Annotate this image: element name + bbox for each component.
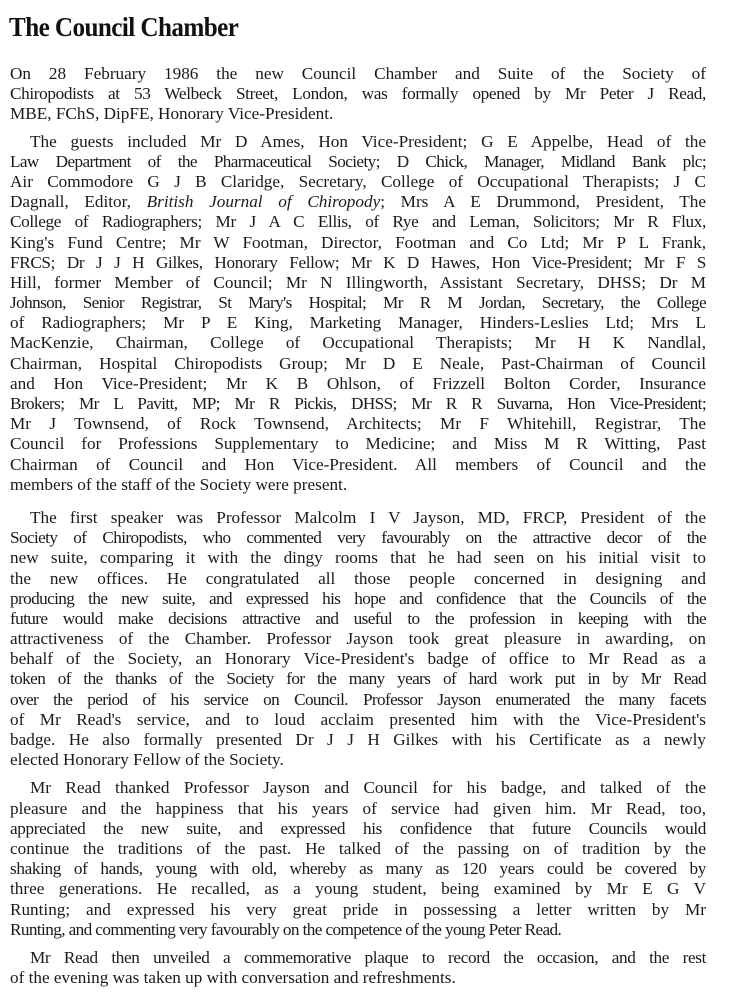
text-line: Hill, former Member of Council; Mr N Illingworth, Assistant Secretary, DHSS; Dr M <box>10 272 706 292</box>
text-line: new suite, comparing it with the dingy rooms that he had seen on his initial visit to <box>10 548 706 568</box>
text-line: three generations. He recalled, as a young student, being examined by Mr E G V <box>10 879 706 899</box>
text-line: and Hon Vice-President; Mr K B Ohlson, of Frizzell Bolton Corder, Insurance <box>10 373 706 393</box>
text-line: Runting; and expressed his very great pride in possessing a letter written by Mr <box>10 899 706 919</box>
text-line: appreciated the new suite, and expressed his confidence that future Councils would <box>10 818 706 838</box>
text-line: Runting, and commenting very favourably on the competence of the young Peter Read. <box>10 919 562 939</box>
paragraph-mr-read-response <box>10 778 706 940</box>
text-line: behalf of the Society, an Honorary Vice-President's badge of office to Mr Read as a <box>10 649 706 669</box>
text-line: Chairman, Hospital Chiropodists Group; Mr D E Neale, Past-Chairman of Council <box>10 353 706 373</box>
text-line: shaking of hands, young with old, whereby as many as 120 years could be covered by <box>10 859 706 879</box>
page-title: The Council Chamber <box>9 12 239 42</box>
paragraph-guests <box>10 132 706 495</box>
text-line: of the evening was taken up with conversation and refreshments. <box>10 968 456 988</box>
text-line: pleasure and the happiness that his years of service had given him. Mr Read, too, <box>10 798 706 818</box>
journal-title-italic: British Journal of Chiropody <box>146 192 381 212</box>
text-line: Chiropodists at 53 Welbeck Street, London, was formally opened by Mr Peter J Read, <box>10 84 706 104</box>
text-line: Council for Professions Supplementary to Medicine; and Miss M R Witting, Past <box>10 434 706 454</box>
text-line: Mr Read thanked Professor Jayson and Council for his badge, and talked of the <box>30 778 706 798</box>
text-line: The first speaker was Professor Malcolm I V Jayson, MD, FRCP, President of the <box>30 507 706 527</box>
text-line: members of the staff of the Society were present. <box>10 474 348 494</box>
text-line: On 28 February 1986 the new Council Chamber and Suite of the Society of <box>10 64 706 83</box>
text-line: of Mr Read's service, and to loud acclaim presented him with the Vice-President's <box>10 709 706 729</box>
text-line: continue the traditions of the past. He talked of the passing on of tradition by the <box>10 838 706 858</box>
text-line: MBE, FChS, DipFE, Honorary Vice-President. <box>10 104 334 124</box>
text-segment: ; Mrs A E Drummond, President, The <box>380 192 706 212</box>
text-line: badge. He also formally presented Dr J J H Gilkes with his Certificate as a newly <box>10 730 706 749</box>
paragraph-first-speaker <box>10 508 706 770</box>
text-line: College of Radiographers; Mr J A C Ellis, of Rye and Leman, Solicitors; Mr R Flux, <box>10 212 706 232</box>
text-line: MacKenzie, Chairman, College of Occupational Therapists; Mr H K Nandlal, <box>10 333 706 353</box>
text-line: FRCS; Dr J J H Gilkes, Honorary Fellow; Mr K D Hawes, Hon Vice-President; Mr F S <box>10 252 706 272</box>
paragraph-closing <box>10 948 706 988</box>
text-line: elected Honorary Fellow of the Society. <box>10 750 284 770</box>
text-line: Air Commodore G J B Claridge, Secretary, College of Occupational Therapists; J C <box>10 171 706 191</box>
text-line: the new offices. He congratulated all those people concerned in designing and <box>10 568 706 588</box>
text-line: King's Fund Centre; Mr W Footman, Director, Footman and Co Ltd; Mr P L Frank, <box>10 232 706 252</box>
text-line: of Radiographers; Mr P E King, Marketing Manager, Hinders-Leslies Ltd; Mrs L <box>10 313 706 333</box>
text-line: Brokers; Mr L Pavitt, MP; Mr R Pickis, DHSS; Mr R R Suvarna, Hon Vice-President; <box>10 394 706 413</box>
text-line: Johnson, Senior Registrar, St Mary's Hospital; Mr R M Jordan, Secretary, the College <box>10 293 706 313</box>
text-line: Law Department of the Pharmaceutical Society; D Chick, Manager, Midland Bank plc; <box>10 151 706 171</box>
text-line: producing the new suite, and expressed his hope and confidence that the Councils of the <box>10 588 706 608</box>
text-line: token of the thanks of the Society for the many years of hard work put in by Mr Read <box>10 669 706 689</box>
article-body <box>10 64 706 988</box>
text-line: Mr Read then unveiled a commemorative plaque to record the occasion, and the rest <box>30 947 706 967</box>
text-line: Mr J Townsend, of Rock Townsend, Architects; Mr F Whitehill, Registrar, The <box>10 414 706 434</box>
text-segment: Dagnall, Editor, <box>10 192 147 212</box>
paragraph-opening <box>10 64 706 125</box>
text-line: The guests included Mr D Ames, Hon Vice-President; G E Appelbe, Head of the <box>30 131 706 151</box>
text-line-with-italic <box>10 192 706 212</box>
text-line: over the period of his service on Council. Professor Jayson enumerated the many facets <box>10 689 706 709</box>
text-line: Chairman of Council and Hon Vice-President. All members of Council and the <box>10 454 706 474</box>
text-line: future would make decisions attractive and useful to the profession in keeping with the <box>10 608 706 628</box>
text-line: attractiveness of the Chamber. Professor Jayson took great pleasure in awarding, on <box>10 629 706 649</box>
text-line: Society of Chiropodists, who commented very favourably on the attractive decor of the <box>10 528 706 548</box>
